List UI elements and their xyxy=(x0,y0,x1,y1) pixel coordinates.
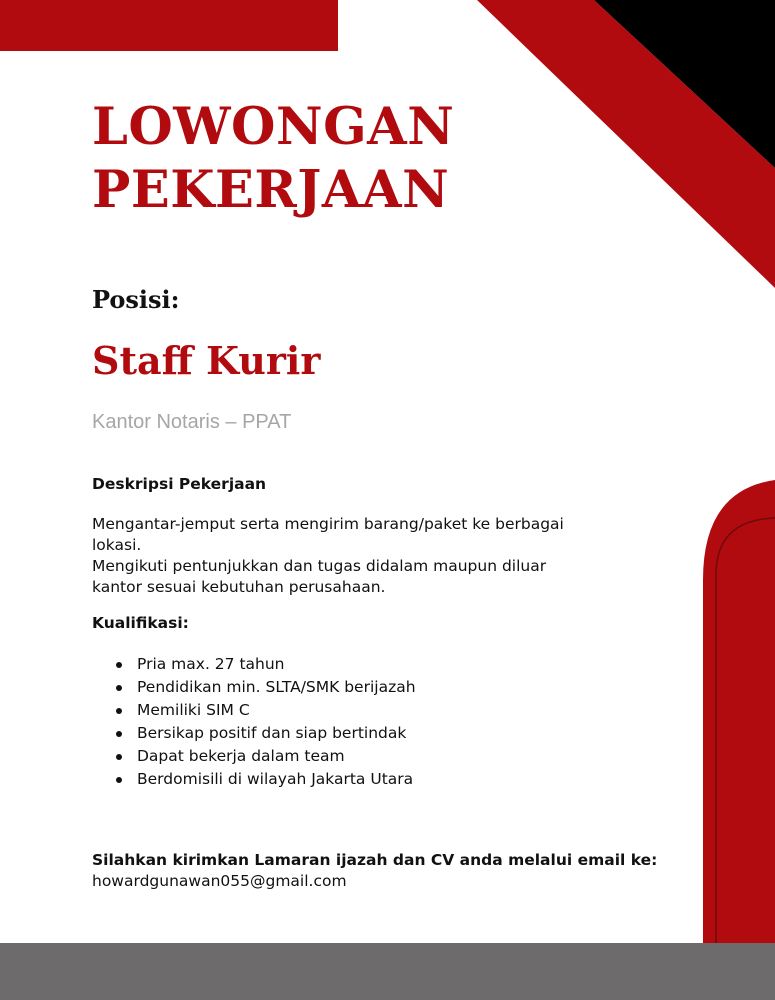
list-item: Pendidikan min. SLTA/SMK berijazah xyxy=(92,676,416,699)
title-line-2: PEKERJAAN xyxy=(92,160,450,220)
top-red-bar xyxy=(0,0,338,51)
description-heading: Deskripsi Pekerjaan xyxy=(92,475,267,493)
right-arch-red xyxy=(703,480,775,1000)
contact-email[interactable]: howardgunawan055@gmail.com xyxy=(92,872,347,890)
description-line: Mengantar-jemput serta mengirim barang/paket ke berbagai lokasi. xyxy=(92,515,564,554)
list-item: Pria max. 27 tahun xyxy=(92,653,416,676)
list-item: Bersikap positif dan siap bertindak xyxy=(92,722,416,745)
position-title: Staff Kurir xyxy=(92,338,321,383)
description-line: kantor sesuai kebutuhan perusahaan. xyxy=(92,578,386,596)
description-text xyxy=(92,514,612,598)
company-name: Kantor Notaris – PPAT xyxy=(92,411,292,433)
page-title xyxy=(92,96,454,222)
list-item: Memiliki SIM C xyxy=(92,699,416,722)
list-item: Berdomisili di wilayah Jakarta Utara xyxy=(92,768,416,791)
description-line: Mengikuti pentunjukkan dan tugas didalam maupun diluar xyxy=(92,557,547,575)
list-item: Dapat bekerja dalam team xyxy=(92,745,416,768)
position-label: Posisi: xyxy=(92,285,180,314)
qualifications-heading: Kualifikasi: xyxy=(92,614,189,632)
apply-instruction: Silahkan kirimkan Lamaran ijazah dan CV anda melalui email ke: xyxy=(92,851,658,869)
qualifications-list xyxy=(92,653,416,791)
title-line-1: LOWONGAN xyxy=(92,97,455,157)
bottom-gray-bar xyxy=(0,943,775,1000)
